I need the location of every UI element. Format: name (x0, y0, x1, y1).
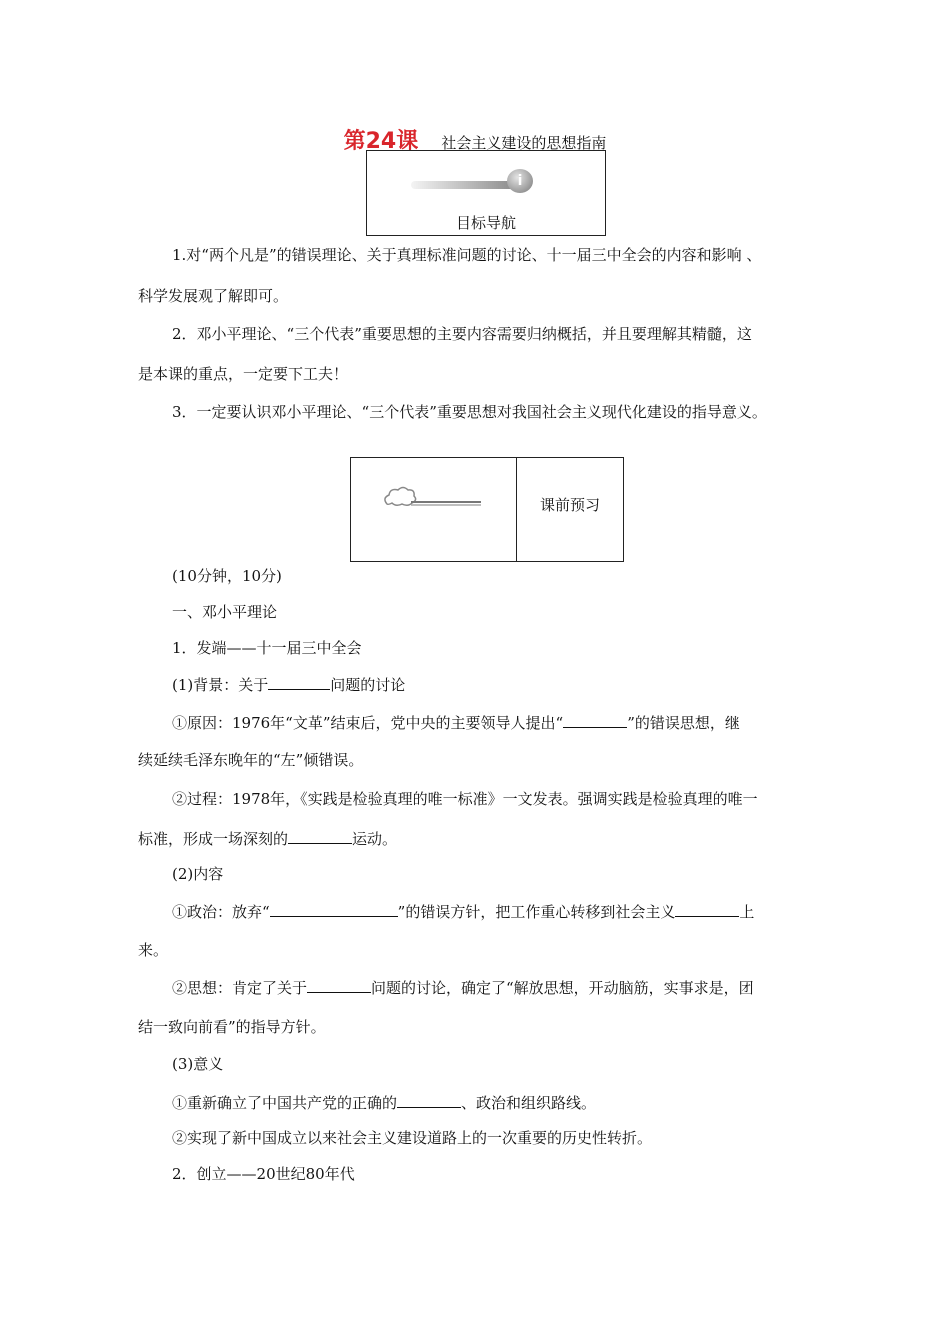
time-score: (10分钟，10分) (172, 567, 282, 585)
politics-text-a: ①政治：放弃“ (172, 903, 270, 921)
reason-line-2: 续延续毛泽东晚年的“左”倾错误。 (138, 751, 364, 769)
goal-1-line1: 1.对“两个凡是”的错误理论、关于真理标准问题的讨论、十一届三中全会的内容和影响 、 (172, 246, 762, 264)
background-text-b: 问题的讨论 (330, 676, 406, 694)
thought-line (172, 977, 872, 998)
fill-blank[interactable] (563, 712, 627, 728)
politics-text-c: 上 (739, 903, 755, 921)
section-heading: 一、邓小平理论 (172, 603, 278, 621)
reason-text-a: ①原因：1976年“文革”结束后，党中央的主要领导人提出“ (172, 714, 564, 732)
lesson-number: 第24课 (343, 129, 419, 154)
goal-2-line2: 是本课的重点，一定要下工夫！ (138, 365, 349, 383)
preview-label: 课前预习 (539, 496, 600, 514)
goal-3-line1: 3．一定要认识邓小平理论、“三个代表”重要思想对我国社会主义现代化建设的指导意义。 (172, 403, 767, 421)
meaning-1-text-a: ①重新确立了中国共产党的正确的 (172, 1094, 398, 1112)
background-line (172, 674, 872, 695)
item-1-heading: 1．发端——十一届三中全会 (172, 639, 362, 657)
background-text-a: (1)背景：关于 (172, 676, 269, 694)
item-2-heading: 2．创立——20世纪80年代 (172, 1165, 355, 1183)
reason-line (172, 712, 872, 733)
thought-line-2: 结一致向前看”的指导方针。 (138, 1018, 326, 1036)
process-text-c: 运动。 (352, 830, 398, 848)
meaning-2-line: ②实现了新中国成立以来社会主义建设道路上的一次重要的历史性转折。 (172, 1129, 653, 1147)
meaning-1-line (172, 1092, 872, 1113)
goal-bar-decoration (411, 181, 515, 189)
politics-line-2: 来。 (138, 941, 169, 959)
process-text-b: 标准，形成一场深刻的 (138, 830, 289, 848)
content-heading: (2)内容 (172, 865, 224, 883)
politics-line (172, 901, 872, 922)
fill-blank[interactable] (397, 1092, 461, 1108)
goal-1-line2: 科学发展观了解即可。 (138, 287, 289, 305)
fill-blank[interactable] (675, 901, 739, 917)
fill-blank[interactable] (268, 674, 330, 690)
meaning-heading: (3)意义 (172, 1055, 224, 1073)
thought-text-b: 问题的讨论，确定了“解放思想，开动脑筋，实事求是，团 (371, 979, 754, 997)
cloud-scroll-icon (381, 482, 485, 512)
politics-text-b: ”的错误方针，把工作重心转移到社会主义 (397, 903, 676, 921)
meaning-1-text-b: 、政治和组织路线。 (461, 1094, 597, 1112)
process-line-2 (138, 828, 838, 849)
info-bubble-icon: i (507, 169, 533, 193)
thought-text-a: ②思想：肯定了关于 (172, 979, 308, 997)
fill-blank[interactable] (288, 828, 352, 844)
lesson-title: 社会主义建设的思想指南 (441, 134, 607, 152)
process-line: ②过程：1978年，《实践是检验真理的唯一标准》一文发表。强调实践是检验真理的唯一 (172, 790, 758, 808)
fill-blank[interactable] (307, 977, 371, 993)
goal-box-label: 目标导航 (455, 214, 516, 232)
reason-text-b: ”的错误思想，继 (627, 714, 740, 732)
fill-blank[interactable] (270, 901, 398, 917)
preview-box (350, 457, 624, 562)
goal-2-line1: 2．邓小平理论、“三个代表”重要思想的主要内容需要归纳概括，并且要理解其精髓，这 (172, 325, 752, 343)
goal-navigation-box (366, 150, 606, 236)
